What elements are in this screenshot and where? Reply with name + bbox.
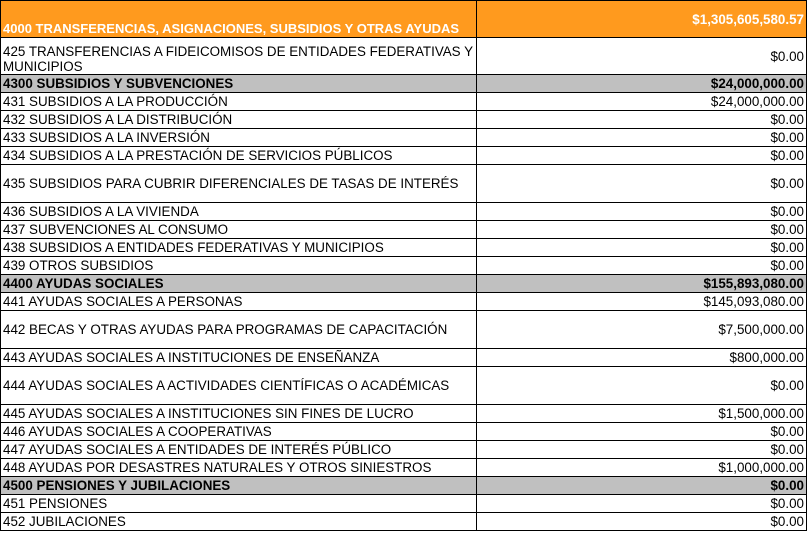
row-amount[interactable]: $145,093,080.00 — [477, 293, 807, 311]
row-label[interactable]: 451 PENSIONES — [1, 495, 477, 513]
row-label[interactable]: 4500 PENSIONES Y JUBILACIONES — [1, 477, 477, 495]
row-label[interactable]: 436 SUBSIDIOS A LA VIVIENDA — [1, 203, 477, 221]
table-row — [1, 239, 807, 257]
row-amount[interactable]: $0.00 — [477, 367, 807, 405]
table-row — [1, 147, 807, 165]
row-label[interactable]: 431 SUBSIDIOS A LA PRODUCCIÓN — [1, 93, 477, 111]
row-label[interactable]: 432 SUBSIDIOS A LA DISTRIBUCIÓN — [1, 111, 477, 129]
row-label[interactable]: 443 AYUDAS SOCIALES A INSTITUCIONES DE ENSEÑANZA — [1, 349, 477, 367]
row-amount[interactable]: $1,500,000.00 — [477, 405, 807, 423]
row-label[interactable]: 442 BECAS Y OTRAS AYUDAS PARA PROGRAMAS DE CAPACITACIÓN — [1, 311, 477, 349]
table-row — [1, 405, 807, 423]
row-label[interactable]: 433 SUBSIDIOS A LA INVERSIÓN — [1, 129, 477, 147]
row-label[interactable]: 448 AYUDAS POR DESASTRES NATURALES Y OTROS SINIESTROS — [1, 459, 477, 477]
table-row — [1, 221, 807, 239]
table-row — [1, 367, 807, 405]
table-row — [1, 203, 807, 221]
row-label[interactable]: 452 JUBILACIONES — [1, 513, 477, 531]
table-row-group-4500 — [1, 477, 807, 495]
row-amount[interactable]: $0.00 — [477, 147, 807, 165]
table-row — [1, 513, 807, 531]
table-row — [1, 459, 807, 477]
table-row — [1, 423, 807, 441]
row-label[interactable]: 4400 AYUDAS SOCIALES — [1, 275, 477, 293]
row-amount[interactable]: $0.00 — [477, 477, 807, 495]
row-amount[interactable]: $7,500,000.00 — [477, 311, 807, 349]
row-amount[interactable]: $24,000,000.00 — [477, 93, 807, 111]
table-row — [1, 129, 807, 147]
table-row — [1, 93, 807, 111]
row-amount[interactable]: $24,000,000.00 — [477, 75, 807, 93]
row-label[interactable]: 434 SUBSIDIOS A LA PRESTACIÓN DE SERVICIOS PÚBLICOS — [1, 147, 477, 165]
row-label[interactable]: 4300 SUBSIDIOS Y SUBVENCIONES — [1, 75, 477, 93]
table-row — [1, 165, 807, 203]
table-row-group-4400 — [1, 275, 807, 293]
table-row — [1, 495, 807, 513]
table-row-header-4000 — [1, 1, 807, 38]
table-row — [1, 311, 807, 349]
table-row — [1, 257, 807, 275]
row-amount[interactable]: $0.00 — [477, 111, 807, 129]
table-row — [1, 38, 807, 75]
row-label[interactable]: 435 SUBSIDIOS PARA CUBRIR DIFERENCIALES DE TASAS DE INTERÉS — [1, 165, 477, 203]
row-amount[interactable]: $0.00 — [477, 441, 807, 459]
row-amount[interactable]: $0.00 — [477, 203, 807, 221]
row-amount[interactable]: $1,305,605,580.57 — [477, 1, 807, 38]
row-label[interactable]: 425 TRANSFERENCIAS A FIDEICOMISOS DE ENTIDADES FEDERATIVAS Y MUNICIPIOS — [1, 38, 477, 75]
row-amount[interactable]: $0.00 — [477, 513, 807, 531]
row-label[interactable]: 441 AYUDAS SOCIALES A PERSONAS — [1, 293, 477, 311]
row-amount[interactable]: $0.00 — [477, 38, 807, 75]
table-row — [1, 111, 807, 129]
table-row-group-4300 — [1, 75, 807, 93]
row-amount[interactable]: $1,000,000.00 — [477, 459, 807, 477]
table-row — [1, 293, 807, 311]
row-amount[interactable]: $800,000.00 — [477, 349, 807, 367]
row-label[interactable]: 444 AYUDAS SOCIALES A ACTIVIDADES CIENTÍFICAS O ACADÉMICAS — [1, 367, 477, 405]
row-label[interactable]: 445 AYUDAS SOCIALES A INSTITUCIONES SIN FINES DE LUCRO — [1, 405, 477, 423]
row-amount[interactable]: $0.00 — [477, 129, 807, 147]
row-label[interactable]: 446 AYUDAS SOCIALES A COOPERATIVAS — [1, 423, 477, 441]
row-amount[interactable]: $0.00 — [477, 221, 807, 239]
row-amount[interactable]: $0.00 — [477, 257, 807, 275]
table-row — [1, 441, 807, 459]
row-label[interactable]: 447 AYUDAS SOCIALES A ENTIDADES DE INTERÉS PÚBLICO — [1, 441, 477, 459]
row-label[interactable]: 438 SUBSIDIOS A ENTIDADES FEDERATIVAS Y MUNICIPIOS — [1, 239, 477, 257]
row-amount[interactable]: $0.00 — [477, 239, 807, 257]
row-amount[interactable]: $155,893,080.00 — [477, 275, 807, 293]
row-amount[interactable]: $0.00 — [477, 165, 807, 203]
row-label[interactable]: 4000 TRANSFERENCIAS, ASIGNACIONES, SUBSIDIOS Y OTRAS AYUDAS — [1, 1, 477, 38]
row-amount[interactable]: $0.00 — [477, 495, 807, 513]
table-row — [1, 349, 807, 367]
row-amount[interactable]: $0.00 — [477, 423, 807, 441]
row-label[interactable]: 439 OTROS SUBSIDIOS — [1, 257, 477, 275]
row-label[interactable]: 437 SUBVENCIONES AL CONSUMO — [1, 221, 477, 239]
